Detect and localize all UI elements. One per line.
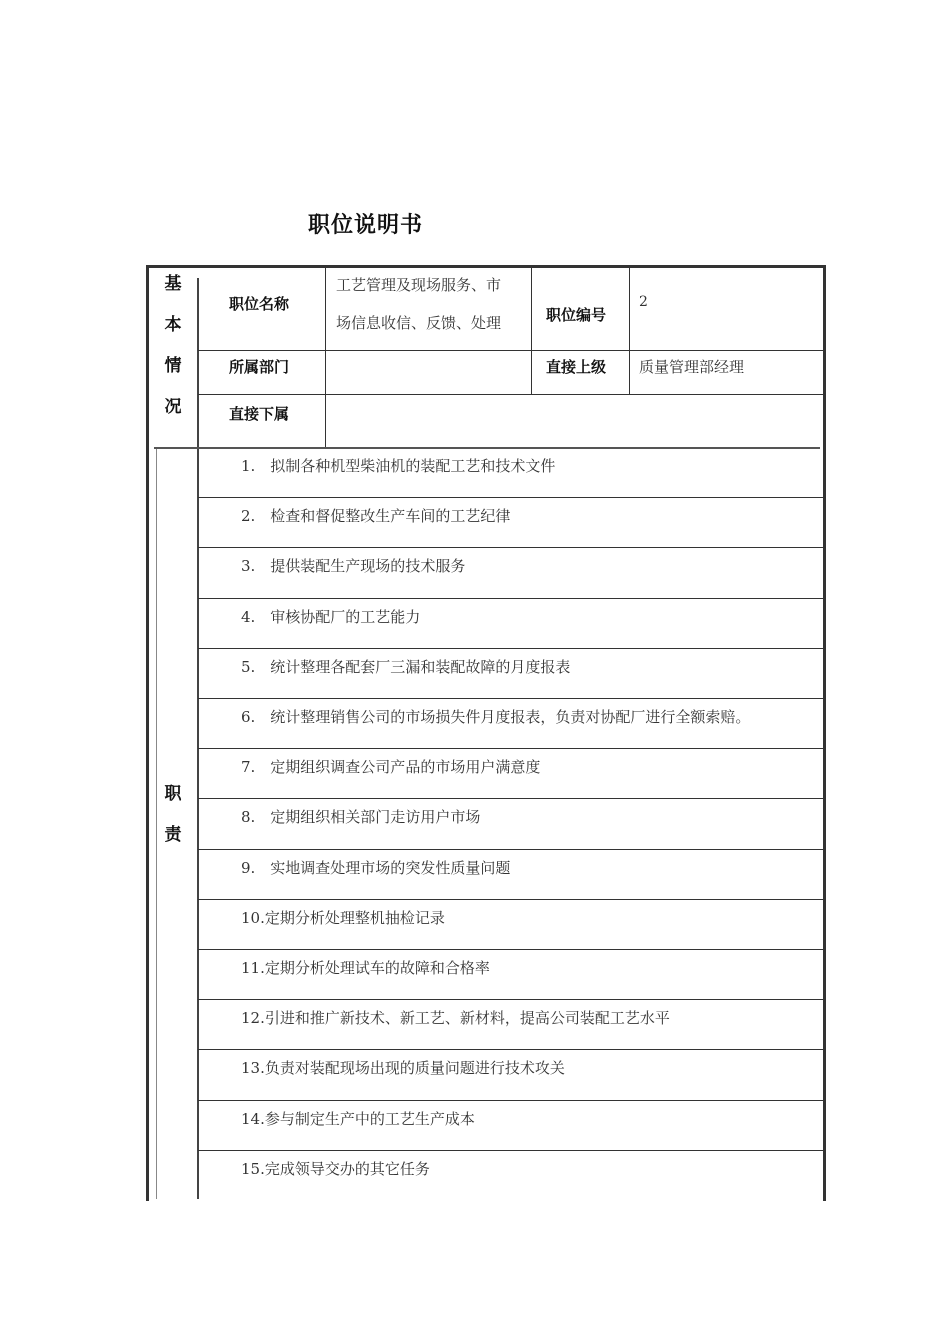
duty-row-divider: [198, 497, 824, 498]
duty-row-divider: [198, 849, 824, 850]
department-label: 所属部门: [229, 358, 290, 376]
duty-row-divider: [198, 999, 824, 1000]
position-name-value-line2: 场信息收信、反馈、处理: [336, 314, 502, 332]
duties-section-label: 职 责: [164, 784, 182, 845]
position-code-value: 2: [639, 294, 648, 310]
duty-row-divider: [198, 748, 824, 749]
duty-row-divider: [198, 547, 824, 548]
duty-item: 7. 定期组织调查公司产品的市场用户满意度: [241, 758, 541, 777]
superior-value: 质量管理部经理: [639, 358, 745, 376]
duty-item: 2. 检查和督促整改生产车间的工艺纪律: [241, 507, 511, 526]
duty-item: 11.定期分析处理试车的故障和合格率: [241, 959, 490, 977]
label2-column-divider: [531, 268, 532, 394]
duty-row-divider: [198, 1150, 824, 1151]
section-divider: [154, 447, 820, 449]
duty-item: 15.完成领导交办的其它任务: [241, 1159, 430, 1178]
duty-item: 8. 定期组织相关部门走访用户市场: [241, 808, 481, 827]
superior-label: 直接上级: [546, 358, 607, 376]
duty-row-divider: [198, 598, 824, 599]
left-column-divider: [197, 278, 199, 448]
duty-row-divider: [198, 798, 824, 799]
duty-row-divider: [198, 648, 824, 649]
duty-item: 14.参与制定生产中的工艺生产成本: [241, 1109, 475, 1128]
duty-item: 4. 审核协配厂的工艺能力: [241, 607, 421, 626]
duty-item: 3. 提供装配生产现场的技术服务: [241, 557, 466, 576]
duty-item: 5. 统计整理各配套厂三漏和装配故障的月度报表: [241, 657, 571, 676]
page-title: 职位说明书: [308, 213, 424, 238]
row-divider-2: [198, 394, 824, 395]
duties-column-divider: [197, 449, 199, 1199]
duty-row-divider: [198, 1100, 824, 1101]
duties-left-inner-line: [156, 449, 157, 1199]
duty-row-divider: [198, 899, 824, 900]
position-name-label: 职位名称: [229, 295, 290, 313]
value-column-divider: [325, 268, 326, 448]
subordinate-label: 直接下属: [229, 405, 290, 423]
basic-info-section-label: 基 本 情 况: [164, 274, 182, 417]
duty-item: 10.定期分析处理整机抽检记录: [241, 908, 445, 927]
value2-column-divider: [629, 268, 630, 394]
position-name-value-line1: 工艺管理及现场服务、市: [336, 276, 502, 294]
duty-row-divider: [198, 698, 824, 699]
duty-item: 13.负责对装配现场出现的质量问题进行技术攻关: [241, 1059, 565, 1078]
duty-item: 9. 实地调查处理市场的突发性质量问题: [241, 858, 511, 877]
row-divider-1: [198, 350, 824, 351]
duty-row-divider: [198, 949, 824, 950]
duty-item: 12.引进和推广新技术、新工艺、新材料，提高公司装配工艺水平: [241, 1009, 670, 1028]
duty-item: 6. 统计整理销售公司的市场损失件月度报表，负责对协配厂进行全额索赔。: [241, 708, 751, 726]
duty-item: 1. 拟制各种机型柴油机的装配工艺和技术文件: [241, 457, 556, 475]
duty-row-divider: [198, 1049, 824, 1050]
position-code-label: 职位编号: [546, 306, 607, 324]
